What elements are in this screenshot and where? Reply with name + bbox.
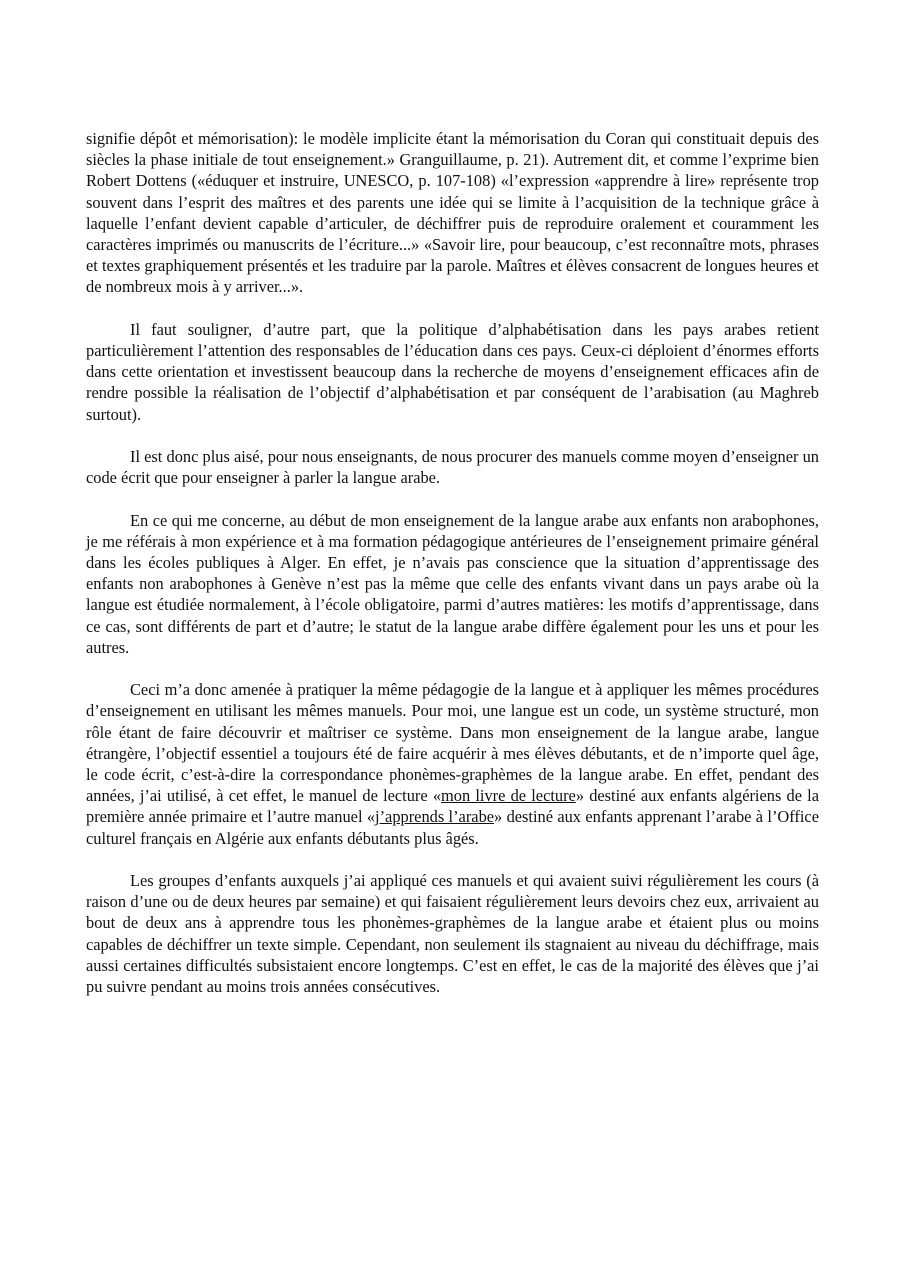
paragraph-2-text: Il faut souligner, d’autre part, que la politique d’alphabétisation dans les pays arabes retient particulièrement l’attention des responsables de l’éducation dans ces pays. Ceux-ci déploient d’énormes efforts dans cette orientation et investissent beaucoup dans la recherche de moyens d’enseignement efficaces afin de rendre possible la réalisation de l’objectif d’alphabétisation et par conséquent de l’arabisation (au Maghreb surtout). — [86, 319, 819, 424]
book-title-mon-livre-de-lecture: mon livre de lecture — [441, 786, 576, 806]
paragraph-1 — [86, 128, 819, 298]
book-title-j-apprends-l-arabe: j’apprends l’arabe — [375, 807, 495, 827]
paragraph-5-text-b: » destiné aux enfants algériens de la première année primaire et l’autre manuel « — [86, 786, 819, 827]
paragraph-3 — [86, 446, 819, 488]
paragraph-6 — [86, 870, 819, 997]
document-body — [86, 128, 819, 1018]
paragraph-4-text: En ce qui me concerne, au début de mon enseignement de la langue arabe aux enfants non arabophones, je me référais à mon expérience et à ma formation pédagogique antérieures de l’enseignement primaire général dans les écoles publiques à Alger. En effet, je n’avais pas conscience que la situation d’apprentissage des enfants non arabophones à Genève n’est pas la même que celle des enfants vivant dans un pays arabe où la langue est étudiée normalement, à l’école obligatoire, parmi d’autres matières: les motifs d’apprentissage, dans ce cas, sont différents de part et d’autre; le statut de la langue arabe diffère également pour les uns et pour les autres. — [86, 510, 819, 657]
paragraph-4 — [86, 510, 819, 658]
paragraph-6-text: Les groupes d’enfants auxquels j’ai appliqué ces manuels et qui avaient suivi régulièrement les cours (à raison d’une ou de deux heures par semaine) et qui faisaient régulièrement leurs devoirs chez eux, arrivaient au bout de deux ans à apprendre tous les phonèmes-graphèmes de la langue arabe et étaient plus ou moins capables de déchiffrer un texte simple. Cependant, non seulement ils stagnaient au niveau du déchiffrage, mais aussi certaines difficultés subsistaient encore longtemps. C’est en effet, le cas de la majorité des élèves que j’ai pu suivre pendant au moins trois années consécutives. — [86, 871, 819, 997]
paragraph-3-text: Il est donc plus aisé, pour nous enseignants, de nous procurer des manuels comme moyen d’enseigner un code écrit que pour enseigner à parler la langue arabe. — [86, 447, 819, 488]
paragraph-1-text: signifie dépôt et mémorisation): le modèle implicite étant la mémorisation du Coran qui constituait depuis des siècles la phase initiale de tout enseignement.» Granguillaume, p. 21). Autrement dit, et comme l’exprime bien Robert Dottens («éduquer et instruire, UNESCO, p. 107-108) «l’expression «apprendre à lire» représente trop souvent dans l’esprit des maîtres et des parents une idée qui se limite à l’acquisition de la technique grâce à laquelle l’enfant devient capable d’articuler, de déchiffrer puis de reproduire oralement et couramment les caractères imprimés ou manuscrits de l’écriture...» «Savoir lire, pour beaucoup, c’est reconnaître mots, phrases et textes graphiquement présentés et les traduire par la parole. Maîtres et élèves consacrent de longues heures et de nombreux mois à y arriver...». — [86, 129, 819, 297]
paragraph-5-text-a: Ceci m’a donc amenée à pratiquer la même pédagogie de la langue et à appliquer les mêmes procédures d’enseignement en utilisant les mêmes manuels. Pour moi, une langue est un code, un système structuré, mon rôle étant de faire découvrir et maîtriser ce système. Dans mon enseignement de la langue arabe, langue étrangère, l’objectif essentiel a toujours été de faire acquérir à mes élèves débutants, et de n’importe quel âge, le code écrit, c’est-à-dire la correspondance phonèmes-graphèmes de la langue arabe. En effet, pendant des années, j’ai utilisé, à cet effet, le manuel de lecture « — [86, 680, 819, 806]
paragraph-5 — [86, 679, 819, 849]
paragraph-5-text-c: » destiné aux enfants apprenant l’arabe à l’Office culturel français en Algérie aux enfants débutants plus âgés. — [86, 807, 819, 848]
paragraph-2 — [86, 319, 819, 425]
